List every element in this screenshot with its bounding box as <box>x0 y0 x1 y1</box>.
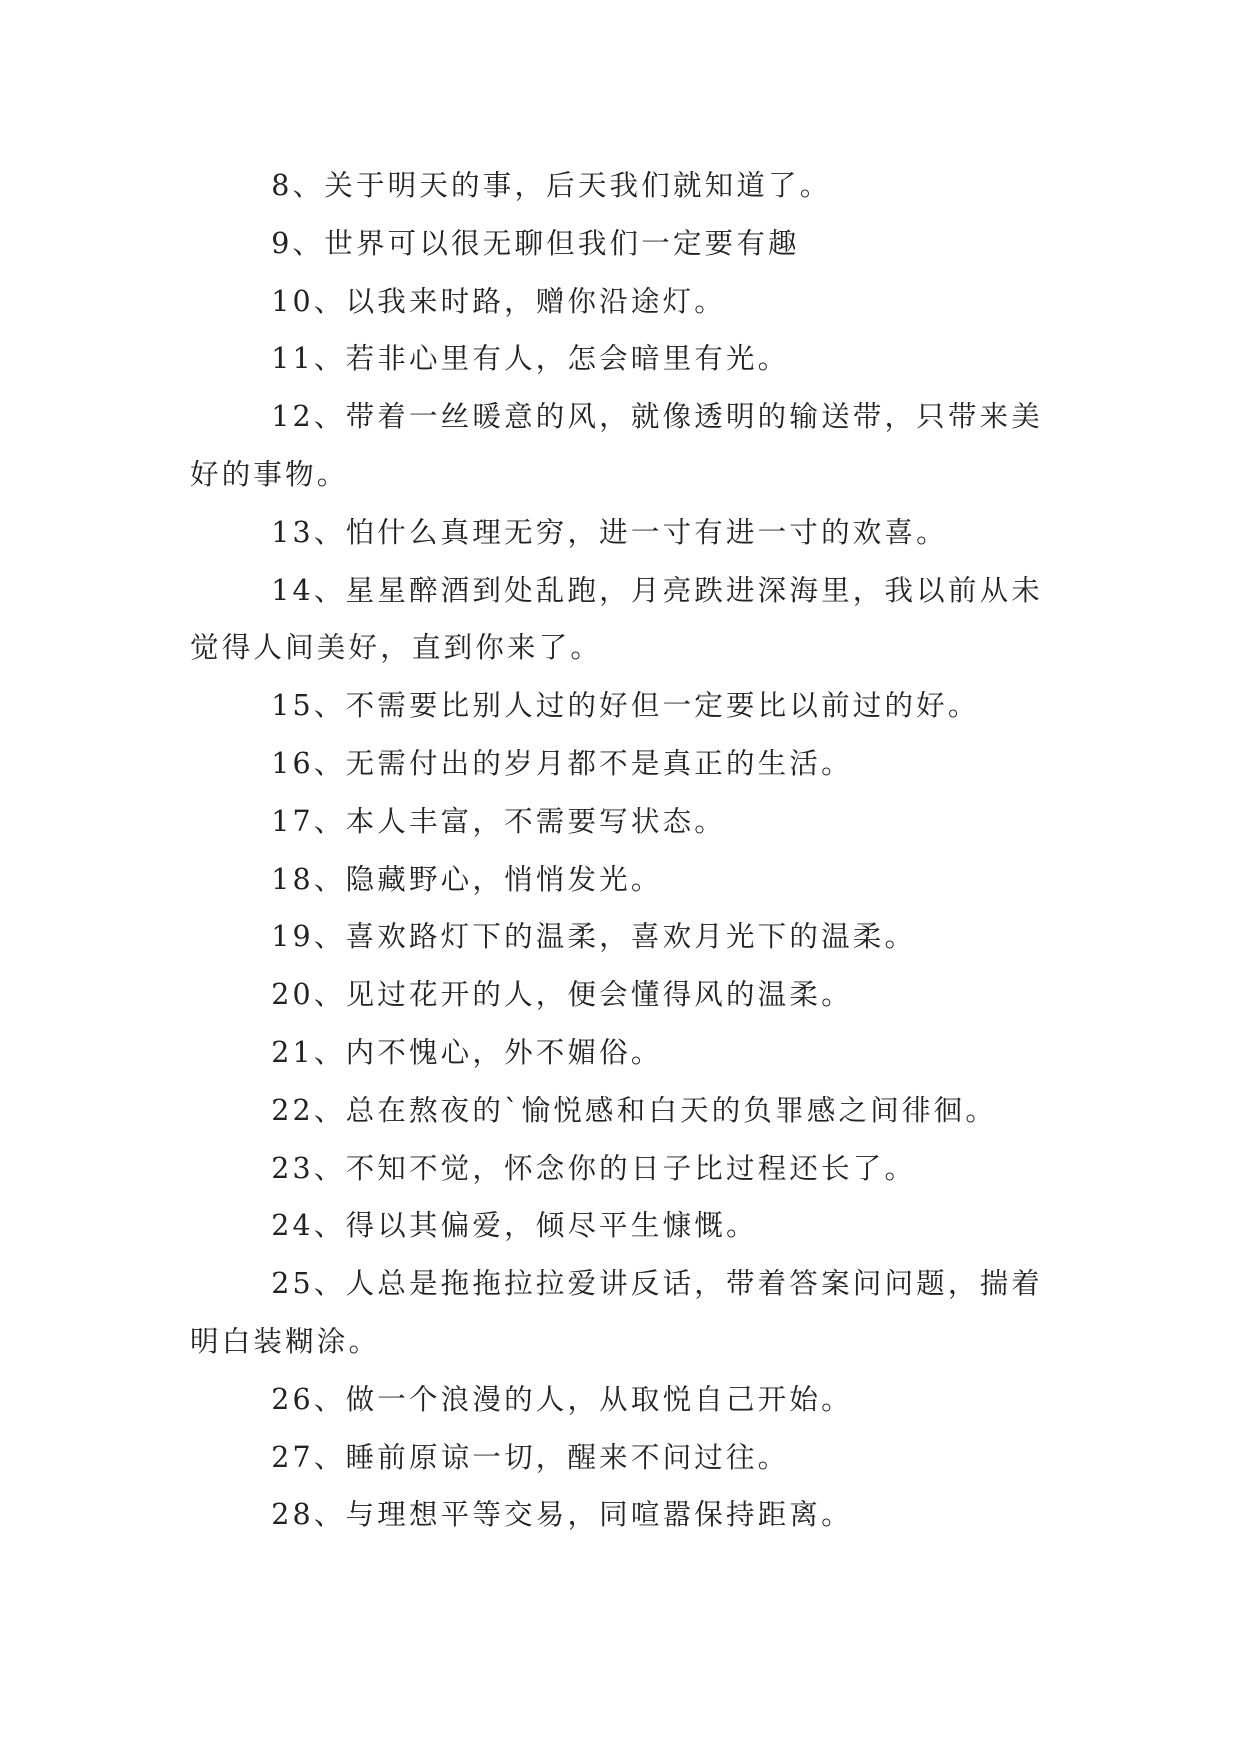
paragraph-25: 25、人总是拖拖拉拉爱讲反话，带着答案问问题，揣着明白装糊涂。 <box>190 1267 1043 1358</box>
paragraph-26: 26、做一个浪漫的人，从取悦自己开始。 <box>271 1382 853 1416</box>
paragraph-21: 21、内不愧心，外不媚俗。 <box>271 1035 663 1069</box>
paragraph-28: 28、与理想平等交易，同喧嚣保持距离。 <box>271 1498 853 1532</box>
paragraph-27: 27、睡前原谅一切，醒来不问过往。 <box>271 1440 790 1474</box>
paragraph-20: 20、见过花开的人，便会懂得风的温柔。 <box>271 978 853 1012</box>
paragraph-14: 14、星星醉酒到处乱跑，月亮跌进深海里，我以前从未觉得人间美好，直到你来了。 <box>190 573 1043 665</box>
paragraph-22: 22、总在熬夜的`愉悦感和白天的负罪感之间徘徊。 <box>271 1093 998 1127</box>
paragraph-12: 12、带着一丝暖意的风，就像透明的输送带，只带来美好的事物。 <box>190 400 1043 491</box>
paragraph-13: 13、怕什么真理无穷，进一寸有进一寸的欢喜。 <box>271 515 948 549</box>
document-body <box>190 157 1056 1544</box>
paragraph-17: 17、本人丰富，不需要写状态。 <box>271 804 726 838</box>
paragraph-15: 15、不需要比别人过的好但一定要比以前过的好。 <box>271 689 980 723</box>
paragraph-23: 23、不知不觉，怀念你的日子比过程还长了。 <box>271 1151 917 1185</box>
paragraph-24: 24、得以其偏爱，倾尽平生慷慨。 <box>271 1209 758 1243</box>
paragraph-18: 18、隐藏野心，悄悄发光。 <box>271 862 663 896</box>
paragraph-10: 10、以我来时路，赠你沿途灯。 <box>271 284 726 318</box>
paragraph-19: 19、喜欢路灯下的温柔，喜欢月光下的温柔。 <box>271 920 917 954</box>
paragraph-9: 9、世界可以很无聊但我们一定要有趣 <box>271 226 800 260</box>
paragraph-11: 11、若非心里有人，怎会暗里有光。 <box>271 342 790 376</box>
paragraph-16: 16、无需付出的岁月都不是真正的生活。 <box>271 746 853 780</box>
paragraph-8: 8、关于明天的事，后天我们就知道了。 <box>271 169 832 202</box>
